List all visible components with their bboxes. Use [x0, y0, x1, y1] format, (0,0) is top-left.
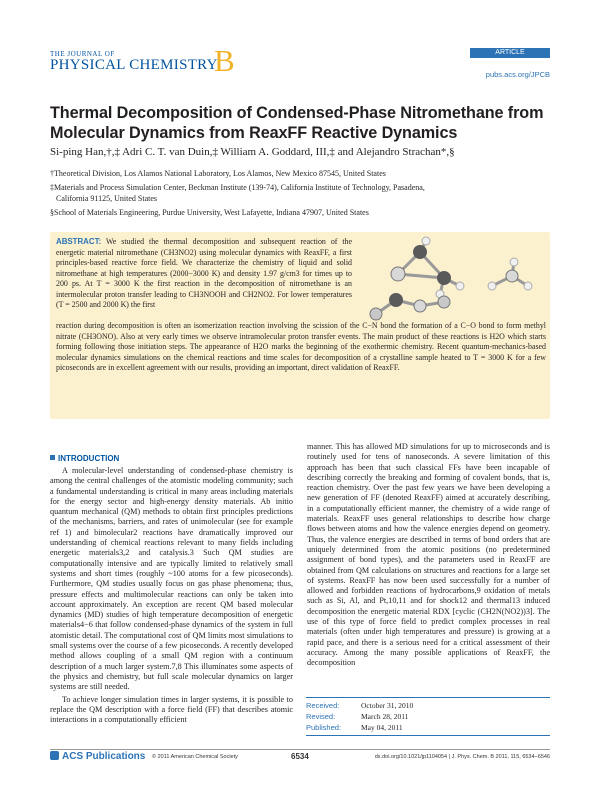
atom-sphere	[524, 282, 532, 290]
left-column	[50, 466, 293, 725]
abstract-text-1: We studied the thermal decomposition and subsequent reaction of the energetic material nitromethane (CH3NO2) using molecular dynamics with ReaxFF, a first principles-based reactive force field. We characterize the chemistry of liquid and solid nitromethane at high temperatures (2000−3000 K) and density 1.97 g/cm3 for times up to 200 ps. At T = 3000 K the first reaction in the decomposition of nitromethane is an intermolecular proton transfer leading to CH3NOOH and CH2NO2. For lower temperatures (T = 2500 and 2000 K) the first	[56, 237, 352, 309]
atom-sphere	[510, 258, 518, 266]
abstract-part2: reaction during decomposition is often an isomerization reaction involving the scission of the C−N bond the formation of a C−O bond to form methyl nitrate (CH3ONO). Also at very early times we observe intramolecular proton transfer events. The main product of these reactions is H2O which starts forming following those initiation steps. The appearance of H2O marks the beginning of the exothermic chemistry. Recent quantum-mechanics-based molecular dynamics simulations on the chemical reactions and time scales for decomposition of a crystalline sample heated to T = 3000 K for a few picoseconds are in excellent agreement with our results, providing an important, direct validation of ReaxFF.	[56, 321, 546, 372]
atom-sphere	[370, 308, 382, 320]
journal-name-line1: THE JOURNAL OF	[50, 50, 115, 58]
toc-molecule-graphic	[362, 236, 546, 324]
doi-citation-link[interactable]: dx.doi.org/10.1021/jp1104054 | J. Phys. Chem. B 2011, 115, 6534−6546	[374, 754, 550, 760]
atom-sphere	[389, 293, 403, 307]
section-heading-introduction	[50, 454, 119, 463]
atom-sphere	[413, 245, 427, 259]
right-column	[307, 442, 550, 669]
section-heading-text: INTRODUCTION	[58, 454, 120, 463]
journal-name-line2: PHYSICAL CHEMISTRY	[50, 57, 218, 73]
article-history	[306, 697, 550, 736]
acs-publications-logo	[50, 751, 145, 762]
authors: Si-ping Han,†,‡ Adri C. T. van Duin,‡ William A. Goddard, III,‡ and Alejandro Strachan*,§	[50, 146, 455, 158]
history-value: May 04, 2011	[361, 723, 403, 732]
journal-url-link[interactable]: pubs.acs.org/JPCB	[485, 70, 550, 79]
journal-letter: B	[214, 43, 235, 78]
paper-title: Thermal Decomposition of Condensed-Phase Nitromethane from Molecular Dynamics from ReaxFF Reactive Dynamics	[50, 104, 544, 142]
affiliation-2: ‡Materials and Process Simulation Center, Beckman Institute (139-74), California Institute of Technology, Pasadena,	[50, 183, 425, 192]
publisher-name: ACS Publications	[62, 751, 146, 762]
atom-sphere	[391, 267, 405, 281]
affiliation-1: †Theoretical Division, Los Alamos National Laboratory, Los Alamos, New Mexico 87545, United States	[50, 169, 386, 178]
history-value: March 28, 2011	[361, 712, 409, 721]
history-label: Received:	[306, 701, 340, 710]
article-tag: ARTICLE	[470, 48, 550, 58]
paragraph: manner. This has allowed MD simulations for up to microseconds and is routinely used for tens of nanoseconds. A severe limitation of this approach has been that such classical FFs have been incapable of describing correctly the breaking and forming of covalent bonds, that is, reaction chemistry. Over the past few years we have been developing a new generation of FF (denoted ReaxFF) aimed at accurately describing, in a computationally efficient manner, the chemistry of a wide range of materials. ReaxFF uses general relationships to describe how charge flows between atoms and how the valence energies depend on geometry. Thus, the valence energies are described in terms of bond orders that are uniquely determined from the atomic positions (no predetermined assignment of bond types), and the parameters used in ReaxFF are obtained from QM calculations on structures and reactions for a large set of systems. ReaxFF has now been used successfully for a number of allowed and forbidden reactions of hydrocarbons,9 oxidation of metals such as Si, Al, and Pt,10,11 and for shock12 and thermal13 induced decomposition the energetic material RDX [cyclic (CH2N(NO2))3]. The use of this type of force field to predict complex processes in real materials (often under high temperatures and pressure) is growing at a rapid pace, and there is a serious need for a critical assessment of their accuracy. Among the many possible applications of ReaxFF, the decomposition	[307, 442, 550, 668]
abstract-part1	[56, 237, 352, 311]
acs-hexagon-icon	[50, 751, 59, 760]
atom-sphere	[488, 282, 496, 290]
atom-sphere	[422, 237, 430, 245]
history-row	[306, 722, 550, 733]
history-row	[306, 711, 550, 722]
atom-sphere	[438, 296, 450, 308]
copyright: © 2011 American Chemical Society	[152, 754, 238, 760]
atom-sphere	[437, 271, 451, 285]
paragraph: A molecular-level understanding of condensed-phase chemistry is among the central challenges of the atomistic modeling community; such a fundamental understanding is critical in many areas including materials for the energy sector and high-energy density materials. Ab initio quantum mechanical (QM) methods to obtain first principles predictions of the mechanisms, barriers, and rates of unimolecular (see for example ref 1) and bimolecular2 reactions have dramatically improved our understanding of chemical reactions relevant to many fields including energetic materials3,2 and catalysis.3 Such QM studies are computationally intensive and are typically limited to relatively small systems and short times (roughly ~100 atoms for a few picoseconds). Furthermore, QM studies usually focus on gas phase phenomena; thus, pressure effects and multimolecular reactions can only be taken into account approximately. An exception are recent QM based molecular dynamics (MD) studies of high temperature decomposition of energetic materials4−6 that follow condensed-phase dynamics of the system in full atomistic detail. The computational cost of QM limits most simulations to small systems over the course of a few picoseconds. A recently developed method allows coupling of a small QM region with a continuum description of a much larger system.7,8 This illuminates some aspects of the physics and chemistry, but full scale molecular dynamics on larger systems are still needed.	[50, 466, 293, 692]
section-marker-icon	[50, 455, 55, 460]
abstract-label: ABSTRACT:	[56, 237, 102, 246]
history-label: Revised:	[306, 712, 336, 721]
atom-sphere	[456, 282, 464, 290]
paragraph: To achieve longer simulation times in larger systems, it is possible to replace the QM description with a force field (FF) that describes atomic interactions in a computationally efficient	[50, 694, 293, 725]
history-label: Published:	[306, 723, 342, 732]
atom-sphere	[506, 270, 518, 282]
history-value: October 31, 2010	[361, 701, 414, 710]
affiliation-2-cont: California 91125, United States	[56, 194, 158, 203]
atom-sphere	[414, 300, 426, 312]
affiliation-3: §School of Materials Engineering, Purdue University, West Lafayette, Indiana 47907, United States	[50, 208, 369, 217]
page-number: 6534	[291, 752, 309, 761]
history-row	[306, 700, 550, 711]
